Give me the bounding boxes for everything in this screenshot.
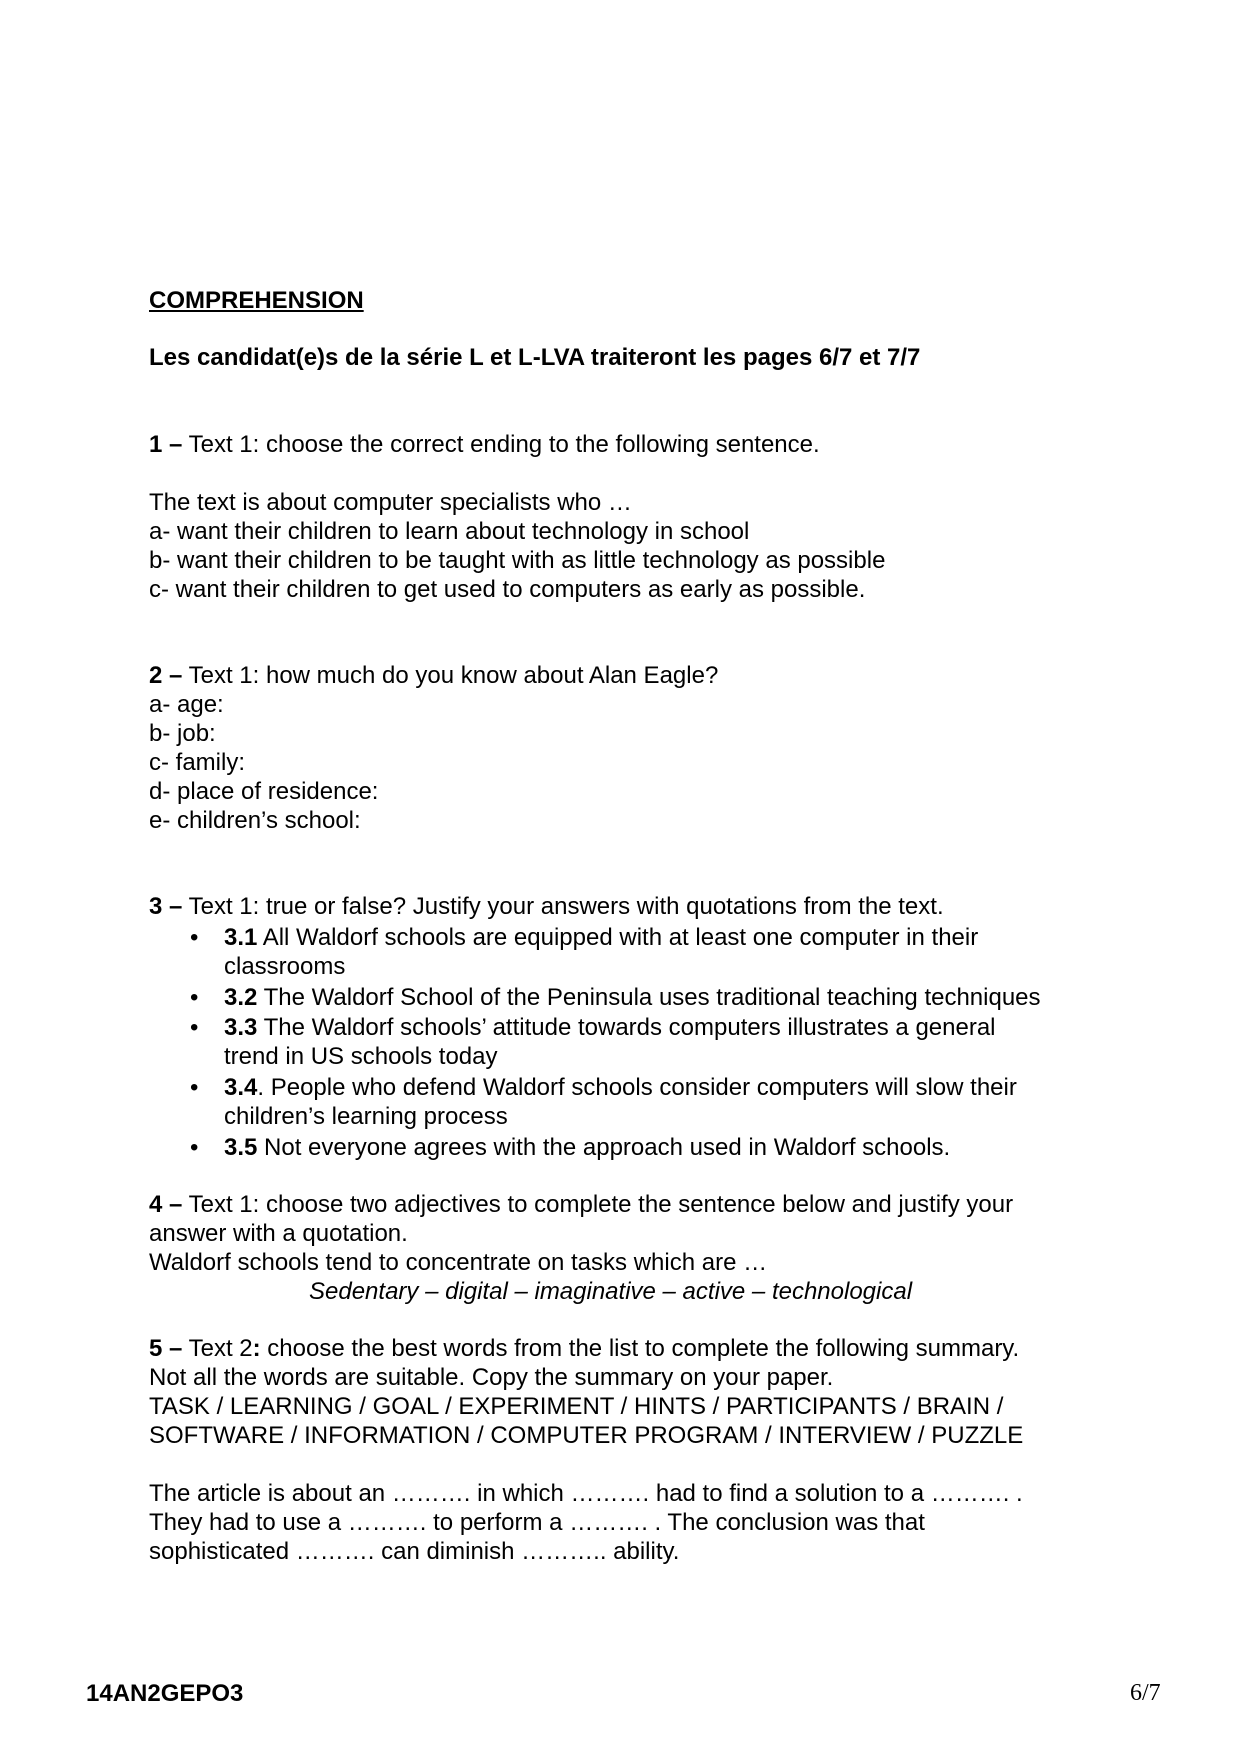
question-number: 4 – <box>149 1191 183 1218</box>
bullet-icon: • <box>190 1014 199 1041</box>
section-heading: COMPREHENSION <box>149 287 364 314</box>
question-text: Text 1: true or false? Justify your answers with quotations from the text. <box>182 893 944 920</box>
list-item: e- children’s school: <box>149 807 361 834</box>
summary-line: sophisticated ………. can diminish ……….. ability. <box>149 1538 680 1565</box>
statement-text: The Waldorf schools’ attitude towards computers illustrates a general <box>257 1014 996 1041</box>
statement-3-5 <box>224 1133 950 1162</box>
question-1 <box>149 430 820 459</box>
statement-3-1 <box>224 923 978 952</box>
statement-number: 3.2 <box>224 984 258 1011</box>
word-list: SOFTWARE / INFORMATION / COMPUTER PROGRAM / INTERVIEW / PUZZLE <box>149 1422 1024 1449</box>
statement-number: 3.3 <box>224 1014 258 1041</box>
statement-text: Not everyone agrees with the approach used in Waldorf schools. <box>257 1134 951 1161</box>
question-number: 2 – <box>149 662 183 689</box>
bullet-icon: • <box>190 1134 199 1161</box>
statement-text: The Waldorf School of the Peninsula uses traditional teaching techniques <box>257 984 1041 1011</box>
bullet-icon: • <box>190 1074 199 1101</box>
page-number: 6/7 <box>1130 1680 1161 1706</box>
statement-text-cont: classrooms <box>224 953 346 980</box>
question-text-cont: Not all the words are suitable. Copy the summary on your paper. <box>149 1364 834 1391</box>
question-number: 5 – <box>149 1335 183 1362</box>
statement-text: . People who defend Waldorf schools consider computers will slow their <box>257 1074 1017 1101</box>
question-number: 1 – <box>149 431 183 458</box>
statement-number: 3.5 <box>224 1134 258 1161</box>
question-text: choose the best words from the list to complete the following summary. <box>260 1335 1020 1362</box>
statement-text-cont: trend in US schools today <box>224 1043 498 1070</box>
statement-number: 3.1 <box>224 924 258 951</box>
statement-3-2 <box>224 983 1041 1012</box>
question-text: Text 1: choose the correct ending to the following sentence. <box>182 431 820 458</box>
bullet-icon: • <box>190 924 199 951</box>
bullet-icon: • <box>190 984 199 1011</box>
option-a: a- want their children to learn about technology in school <box>149 518 750 545</box>
question-2 <box>149 661 718 690</box>
option-c: c- want their children to get used to computers as early as possible. <box>149 576 866 603</box>
question-colon: : <box>252 1335 261 1362</box>
statement-3-4 <box>224 1073 1017 1102</box>
option-b: b- want their children to be taught with as little technology as possible <box>149 547 886 574</box>
list-item: b- job: <box>149 720 216 747</box>
statement-number: 3.4 <box>224 1074 258 1101</box>
statement-text: All Waldorf schools are equipped with at least one computer in their <box>257 924 979 951</box>
question-3 <box>149 892 944 921</box>
question-stem: Waldorf schools tend to concentrate on tasks which are … <box>149 1249 768 1276</box>
question-5 <box>149 1334 1019 1363</box>
question-4 <box>149 1190 1013 1219</box>
question-text-cont: answer with a quotation. <box>149 1220 408 1247</box>
question-text: Text 2 <box>182 1335 253 1362</box>
summary-line: They had to use a ………. to perform a ………. . The conclusion was that <box>149 1509 925 1536</box>
list-item: d- place of residence: <box>149 778 379 805</box>
exam-code: 14AN2GEPO3 <box>86 1680 244 1707</box>
adjective-choices: Sedentary – digital – imaginative – active – technological <box>309 1278 913 1305</box>
statement-text-cont: children’s learning process <box>224 1103 508 1130</box>
question-stem: The text is about computer specialists who … <box>149 489 632 516</box>
question-text: Text 1: how much do you know about Alan Eagle? <box>182 662 719 689</box>
instruction: Les candidat(e)s de la série L et L-LVA traiteront les pages 6/7 et 7/7 <box>149 344 921 371</box>
word-list: TASK / LEARNING / GOAL / EXPERIMENT / HINTS / PARTICIPANTS / BRAIN / <box>149 1393 1004 1420</box>
list-item: a- age: <box>149 691 224 718</box>
question-text: Text 1: choose two adjectives to complete the sentence below and justify your <box>182 1191 1014 1218</box>
question-number: 3 – <box>149 893 183 920</box>
list-item: c- family: <box>149 749 245 776</box>
statement-3-3 <box>224 1013 996 1042</box>
summary-line: The article is about an ………. in which ………. had to find a solution to a ………. . <box>149 1480 1023 1507</box>
